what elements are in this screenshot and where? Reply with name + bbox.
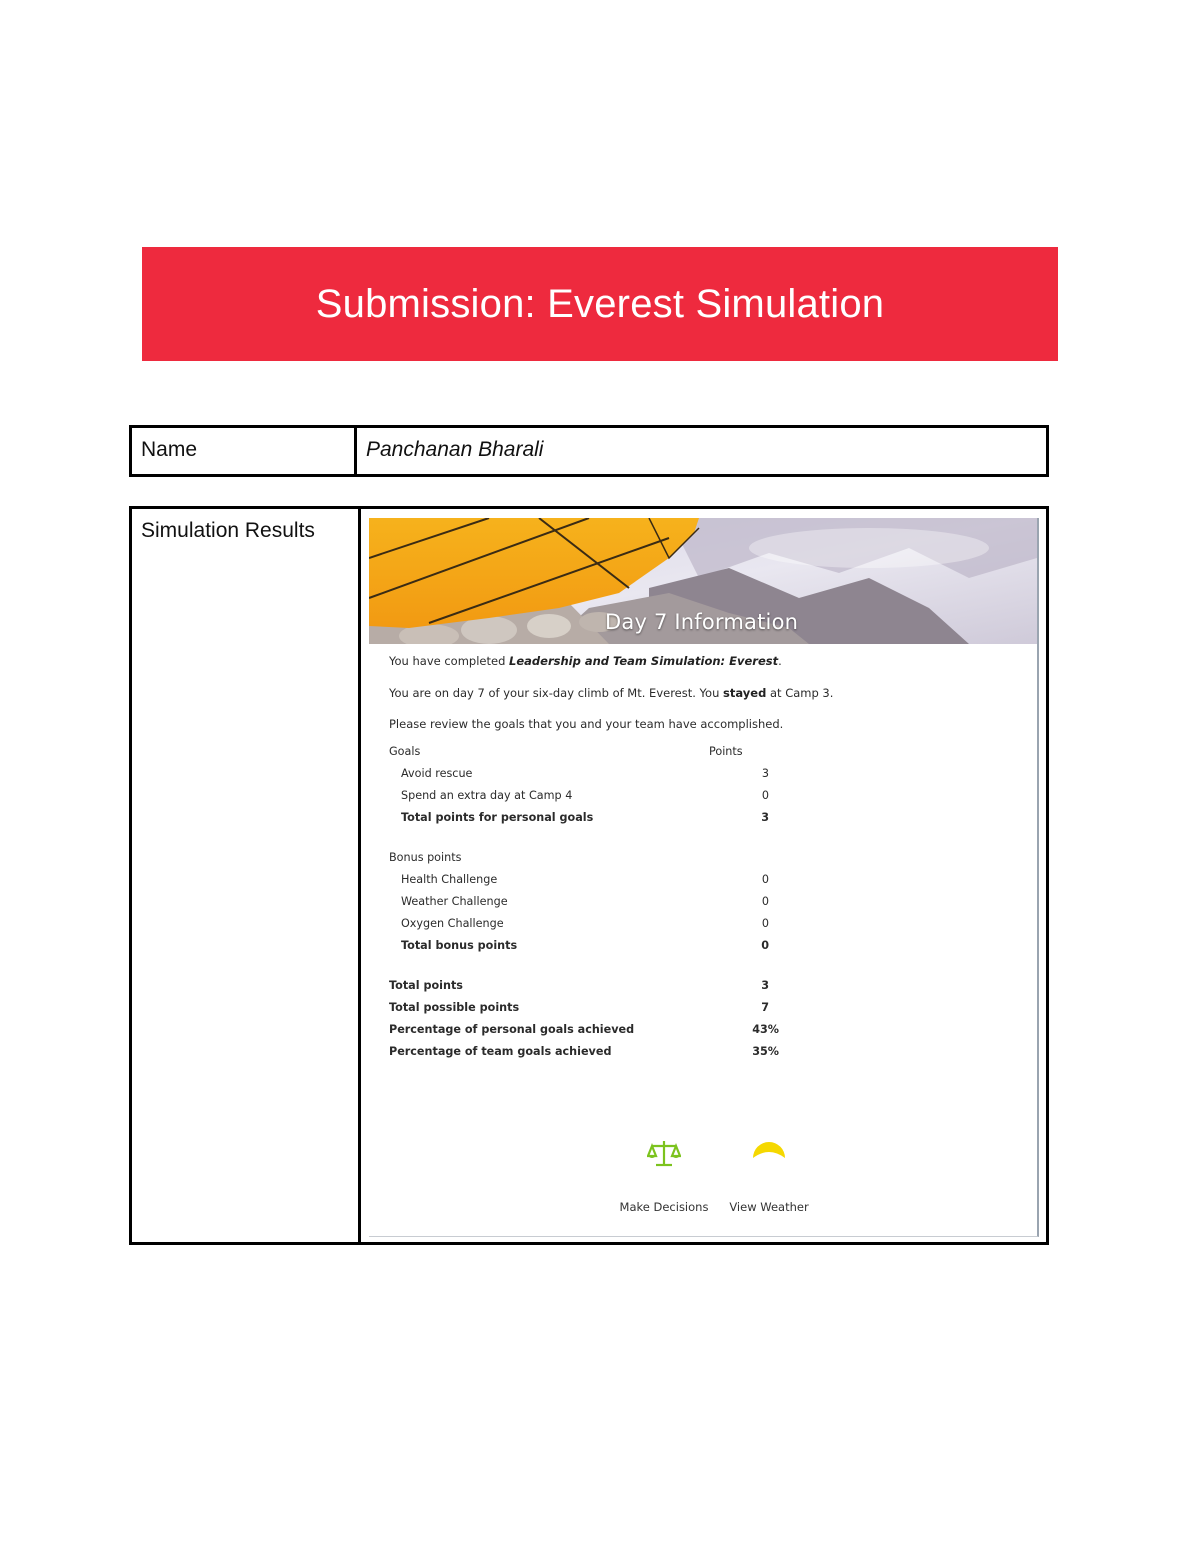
view-weather-button[interactable] <box>714 1138 824 1214</box>
bonus-points: 0 <box>761 917 769 930</box>
bonus-label: Health Challenge <box>401 873 498 886</box>
table-row <box>389 767 1009 785</box>
cell-divider <box>358 509 361 1242</box>
summary-points: 7 <box>761 1001 769 1014</box>
table-row-total <box>389 811 1009 829</box>
review-text: Please review the goals that you and your team have accomplished. <box>389 717 784 731</box>
view-weather-label: View Weather <box>729 1200 809 1214</box>
completed-suffix: . <box>778 654 782 668</box>
table-row <box>389 895 1009 913</box>
bonus-header: Bonus points <box>389 851 462 864</box>
summary-label: Percentage of team goals achieved <box>389 1045 612 1058</box>
goal-label: Total points for personal goals <box>401 811 594 824</box>
simulation-results-row <box>129 506 1049 1245</box>
day-text-end: at Camp 3. <box>766 686 834 700</box>
make-decisions-label: Make Decisions <box>619 1200 709 1214</box>
goal-points: 3 <box>761 767 769 780</box>
bonus-points: 0 <box>761 873 769 886</box>
day-text-start: You are on day 7 of your six-day climb of Mt. Everest. You <box>389 686 724 700</box>
completed-prefix: You have completed <box>389 654 510 668</box>
cell-divider <box>354 428 357 474</box>
goal-label: Avoid rescue <box>401 767 473 780</box>
course-name: Leadership and Team Simulation: Everest <box>509 654 779 668</box>
goal-points: 0 <box>761 789 769 802</box>
bonus-points: 0 <box>761 939 769 952</box>
hero-title: Day 7 Information <box>605 610 799 634</box>
bonus-label: Total bonus points <box>401 939 518 952</box>
make-decisions-button[interactable] <box>609 1138 719 1214</box>
simulation-screenshot <box>369 518 1039 1237</box>
page-title: Submission: Everest Simulation <box>315 281 885 326</box>
bonus-label: Weather Challenge <box>401 895 508 908</box>
table-row <box>389 789 1009 807</box>
goals-header: Goals <box>389 745 421 758</box>
summary-points: 3 <box>761 979 769 992</box>
action-bar <box>609 1138 889 1228</box>
day-text-bold: stayed <box>723 686 767 700</box>
simulation-results-label: Simulation Results <box>141 519 315 542</box>
summary-points: 35% <box>752 1045 779 1058</box>
summary-label: Total points <box>389 979 463 992</box>
goal-points: 3 <box>761 811 769 824</box>
scales-icon <box>647 1138 681 1168</box>
table-row <box>389 873 1009 891</box>
table-row-summary <box>389 979 1009 997</box>
bonus-header-row <box>389 851 1009 869</box>
name-value: Panchanan Bharali <box>366 438 544 461</box>
name-row <box>129 425 1049 477</box>
sun-icon <box>750 1138 788 1168</box>
table-row-summary <box>389 1001 1009 1019</box>
bonus-label: Oxygen Challenge <box>401 917 504 930</box>
completed-text <box>389 654 782 668</box>
summary-label: Percentage of personal goals achieved <box>389 1023 635 1036</box>
summary-label: Total possible points <box>389 1001 520 1014</box>
table-row-summary <box>389 1023 1009 1041</box>
goal-label: Spend an extra day at Camp 4 <box>401 789 573 802</box>
table-row-total <box>389 939 1009 957</box>
hero-image <box>369 518 1037 644</box>
bonus-points: 0 <box>761 895 769 908</box>
day-text <box>389 686 833 700</box>
name-label: Name <box>141 438 198 461</box>
title-banner <box>142 247 1058 361</box>
summary-points: 43% <box>752 1023 779 1036</box>
table-row <box>389 917 1009 935</box>
table-row-summary <box>389 1045 1009 1063</box>
table-header <box>389 745 1009 763</box>
points-header: Points <box>709 745 743 758</box>
